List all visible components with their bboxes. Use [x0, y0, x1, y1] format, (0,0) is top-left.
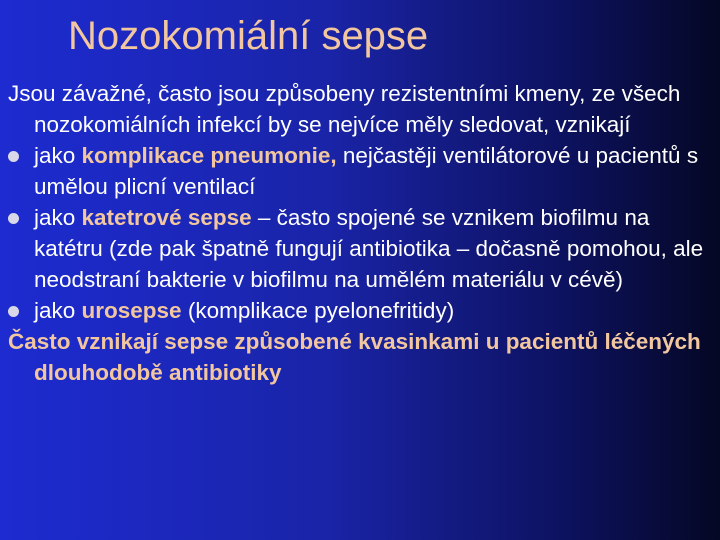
slide-body	[8, 78, 716, 388]
bullet-item-catheter	[8, 202, 716, 295]
intro-paragraph: Jsou závažné, často jsou způsobeny rezistentními kmeny, ze všech nozokomiálních infekcí by se nejvíce měly sledovat, vznikají	[8, 81, 681, 137]
bullet-rest: (komplikace pyelonefritidy)	[181, 298, 455, 323]
bullet-item-pneumonia	[8, 140, 716, 202]
bullet-icon	[8, 306, 19, 317]
bullet-highlight: komplikace pneumonie,	[81, 143, 337, 168]
bullet-icon	[8, 151, 19, 162]
bullet-rest: nejčastěji ventilátorové u pacientů s umělou plicní ventilací	[34, 143, 699, 199]
bullet-prefix: jako	[34, 205, 82, 230]
slide-title: Nozokomiální sepse	[68, 14, 429, 58]
bullet-highlight: katetrové sepse	[81, 205, 252, 230]
bullet-highlight: urosepse	[81, 298, 182, 323]
closing-paragraph: Často vznikají sepse způsobené kvasinkami u pacientů léčených dlouhodobě antibiotiky	[8, 329, 701, 385]
bullet-item-urosepsis	[8, 295, 716, 326]
bullet-prefix: jako	[34, 298, 82, 323]
bullet-rest: – často spojené se vznikem biofilmu na katétru (zde pak špatně fungují antibiotika – dočasně pomohou, ale neodstraní bakterie v biofilmu na umělém materiálu v cévě)	[34, 205, 704, 292]
bullet-icon	[8, 213, 19, 224]
bullet-prefix: jako	[34, 143, 82, 168]
